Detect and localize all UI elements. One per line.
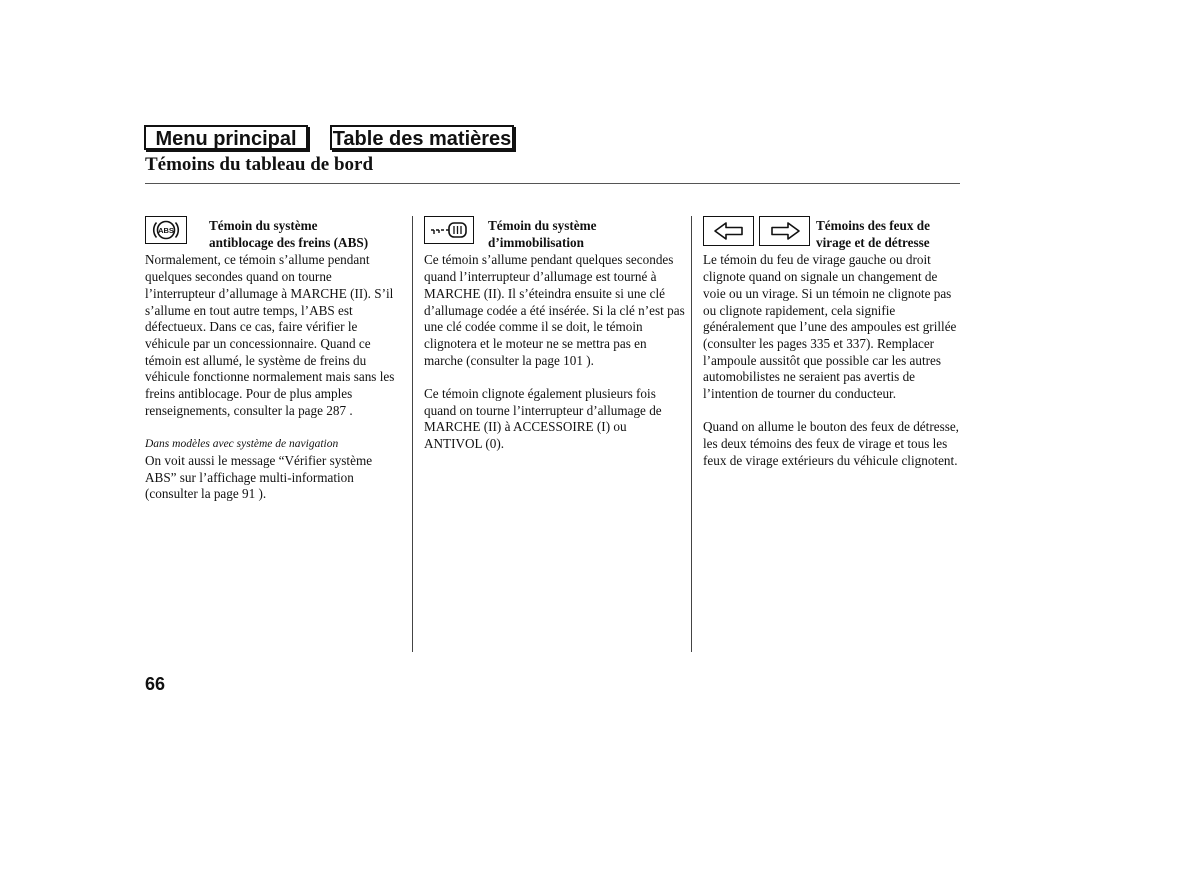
turn-signal-right-icon — [759, 216, 810, 246]
abs-icon-label: ABS — [158, 226, 174, 235]
header-rule — [145, 183, 960, 184]
immobilizer-paragraph-2: Ce témoin clignote également plusieurs fois quand on tourne l’interrupteur d’allumage de MARCHE (II) à ACCESSOIRE (I) ou ANTIVOL (0). — [424, 386, 662, 452]
column-divider — [691, 216, 692, 652]
page-number: 66 — [145, 674, 166, 694]
turn-signal-left-icon — [703, 216, 754, 246]
turn-signal-heading: Témoins des feux de virage et de détresse — [816, 218, 930, 250]
abs-paragraph-1: Normalement, ce témoin s’allume pendant quelques secondes quand on tourne l’interrupteur d’allumage à MARCHE (II). S’il s’allume en tout autre temps, l’ABS est défectueux. Dans ce cas, faire vérifier le véhicule par un concessionnaire. Quand ce témoin est allumé, le système de freins du véhicule fonctionne normalement mais sans les freins antiblocage. Pour de plus amples renseignements, consulter la page 287 . — [145, 252, 395, 418]
navigation-model-note: Dans modèles avec système de navigation — [145, 438, 339, 451]
abs-column — [145, 216, 400, 520]
abs-icon — [145, 216, 187, 244]
main-menu-button[interactable]: Menu principal — [144, 125, 308, 150]
abs-paragraph-2: On voit aussi le message “Vérifier système ABS” sur l’affichage multi-information (consulter la page 91 ). — [145, 452, 373, 502]
immobilizer-paragraph-1: Ce témoin s’allume pendant quelques secondes quand l’interrupteur d’allumage est tourné à MARCHE (II). Il s’éteindra ensuite si une clé d’allumage codée a été insérée. Si la clé n’est pas une clé codée comme il se doit, le témoin clignotera et le moteur ne se mettra pas en marche (consulter la page 101 ). — [424, 252, 685, 368]
turn-signal-paragraph-1: Le témoin du feu de virage gauche ou droit clignote quand on signale un changement de voie ou un virage. Si un témoin ne clignote pas ou clignote rapidement, cela signifie généralement que l’une des ampoules est grillée (consulter les pages 335 et 337). Remplacer l’ampoule aussitôt que possible car les autres automobilistes ne seraient pas avertis de l’intention de tourner du conducteur. — [703, 252, 957, 402]
turn-signal-column — [703, 216, 961, 486]
immobilizer-key-icon — [424, 216, 474, 244]
turn-signal-paragraph-2: Quand on allume le bouton des feux de détresse, les deux témoins des feux de virage et tous les feux de virage extérieurs du véhicule clignotent. — [703, 419, 959, 468]
immobilizer-column — [424, 216, 686, 470]
column-divider — [412, 216, 413, 652]
table-of-contents-button[interactable]: Table des matières — [330, 125, 514, 150]
immobilizer-heading: Témoin du système d’immobilisation — [488, 218, 597, 250]
abs-heading: Témoin du système antiblocage des freins (ABS) — [209, 218, 369, 250]
section-title: Témoins du tableau de bord — [145, 154, 374, 175]
